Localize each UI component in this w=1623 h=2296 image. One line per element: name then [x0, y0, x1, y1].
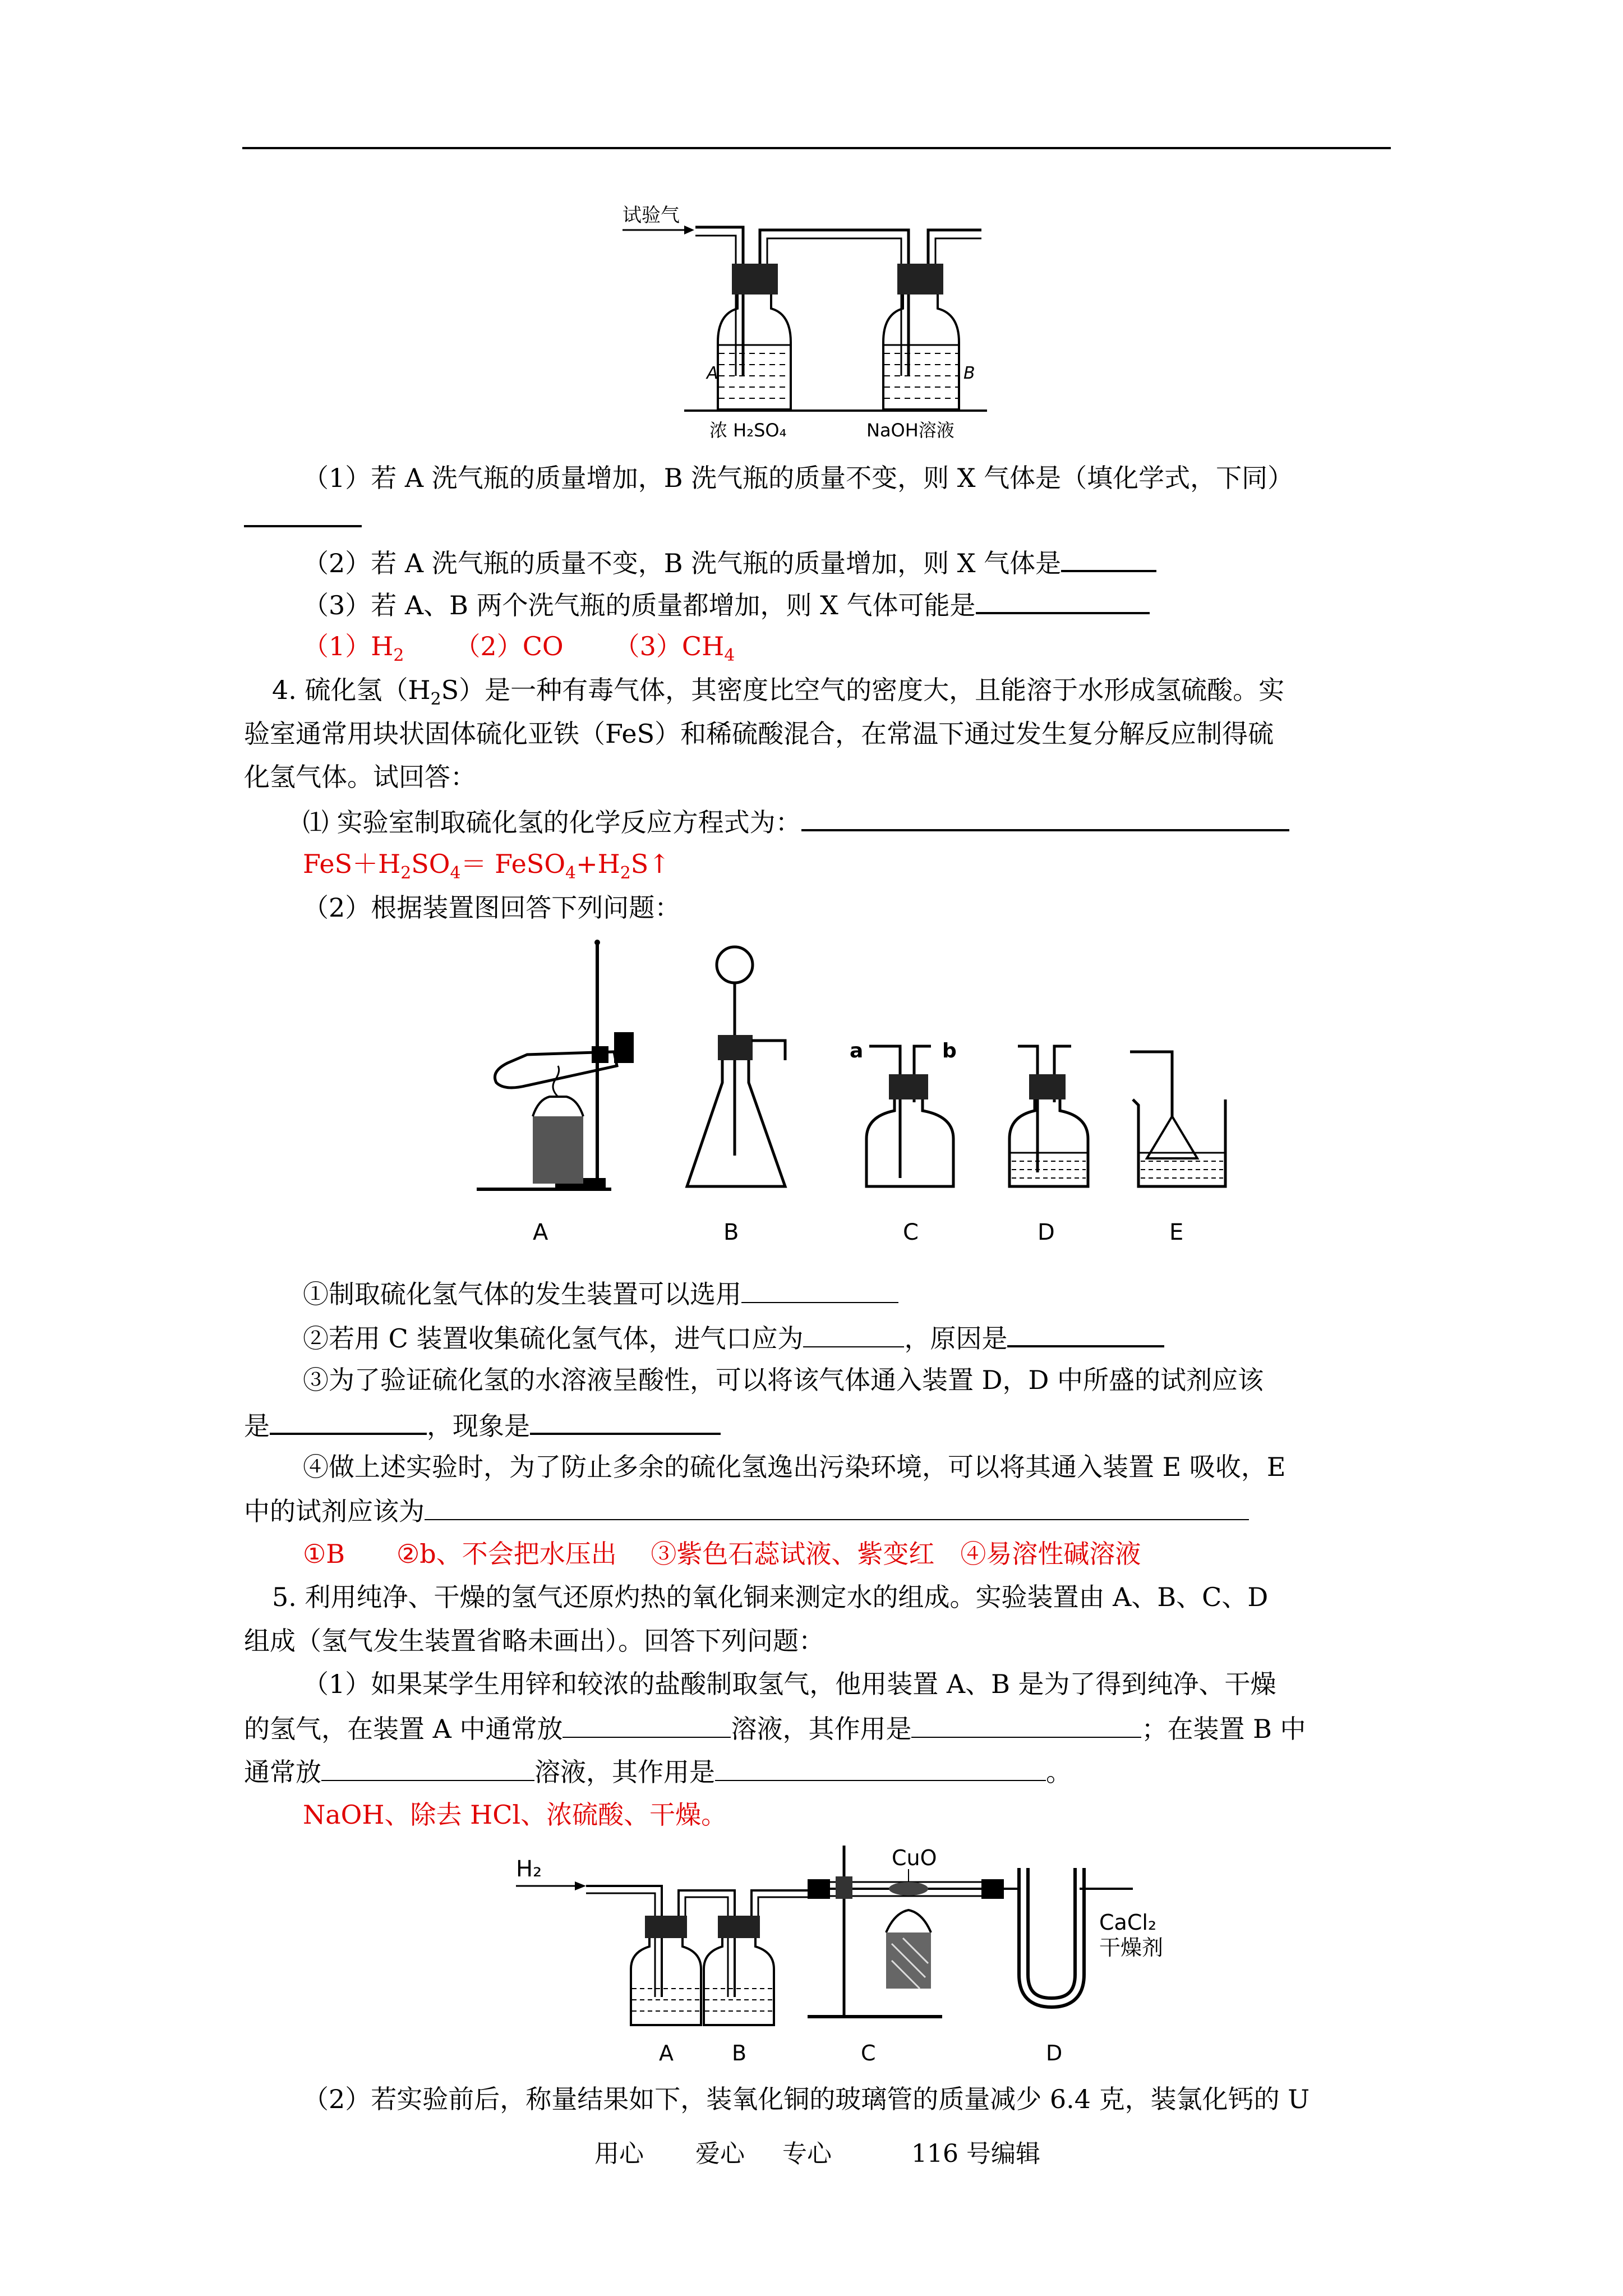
- fig1-label-a: A: [707, 364, 718, 383]
- q4-intro-1: [272, 673, 1284, 716]
- q4-part1: [303, 803, 1289, 839]
- q5-p1b-2: 溶液，其作用是: [731, 1714, 912, 1744]
- q4-sub3-line2: [244, 1407, 721, 1443]
- q3-part3: [303, 586, 1150, 622]
- fig1-label-b: B: [963, 364, 975, 383]
- fig2-port-a: a: [850, 1039, 864, 1062]
- q4-eq-d: +H: [576, 849, 620, 879]
- q5-answers: NaOH、除去 HCl、浓硫酸、干燥。: [303, 1800, 727, 1830]
- q4-intro-1a: 4. 硫化氢（H: [272, 675, 431, 705]
- q3-part2: [303, 544, 1156, 580]
- fig2-port-b: b: [942, 1039, 957, 1062]
- q4-sub3-text-c: ，现象是: [427, 1411, 530, 1441]
- fig2-label-a: A: [533, 1220, 548, 1245]
- q4-intro-sub: 2: [430, 689, 441, 710]
- q4-equation: [303, 847, 670, 890]
- footer-2: 爱心: [695, 2139, 745, 2168]
- q4-sub4-line2: [244, 1493, 1249, 1528]
- q5-part1-line3: [244, 1754, 1072, 1789]
- q4-intro-1b: S）是一种有毒气体，其密度比空气的密度大，且能溶于水形成氢硫酸。实: [441, 675, 1285, 705]
- gas-washing-bottles-figure: [617, 196, 998, 443]
- fig3-cuo-label: CuO: [892, 1846, 937, 1870]
- fig2-label-d: D: [1038, 1220, 1055, 1245]
- q4-eq-c: ＝ FeSO: [460, 849, 566, 879]
- q3-ans1-sub: 2: [393, 646, 404, 666]
- q4-sub2: [303, 1319, 1164, 1355]
- fig1-reagent-b: NaOH溶液: [866, 420, 955, 441]
- q4-intro-2: 验室通常用块状固体硫化亚铁（FeS）和稀硫酸混合，在常温下通过发生复分解反应制得硫: [244, 719, 1274, 749]
- q5-intro-2: 组成（氢气发生装置省略未画出）。回答下列问题：: [244, 1626, 824, 1656]
- q5-part2: （2）若实验前后，称量结果如下，装氧化铜的玻璃管的质量减少 6.4 克，装氯化钙的 U: [303, 2084, 1310, 2114]
- hydrogen-reduction-figure: [494, 1834, 1290, 2036]
- q4-eq-a: FeS＋H: [303, 849, 401, 879]
- q5-p1c-3: 。: [1046, 1757, 1072, 1787]
- q3-part3-text: （3）若 A、B 两个洗气瓶的质量都增加，则 X 气体可能是: [303, 590, 976, 620]
- q4-sub2-text-b: ，原因是: [904, 1323, 1008, 1354]
- footer-4: 116 号编辑: [911, 2139, 1040, 2168]
- q4-sub3-line1: ③为了验证硫化氢的水溶液呈酸性，可以将该气体通入装置 D，D 中所盛的试剂应该: [303, 1365, 1264, 1395]
- fig1-reagent-a: 浓 H₂SO₄: [709, 420, 787, 441]
- fig2-label-b: B: [723, 1220, 739, 1245]
- fig1-inlet-label: 试验气: [623, 204, 680, 227]
- q4-eq-e: S↑: [630, 849, 670, 879]
- q4-sub1: [303, 1276, 898, 1311]
- q3-part1: （1）若 A 洗气瓶的质量增加，B 洗气瓶的质量不变，则 X 气体是（填化学式，下同）: [303, 463, 1294, 493]
- q4-eq-s2: 4: [450, 863, 461, 884]
- q4-part1-text: ⑴ 实验室制取硫化氢的化学反应方程式为：: [303, 807, 801, 838]
- q4-sub1-text: ①制取硫化氢气体的发生装置可以选用: [303, 1279, 741, 1309]
- q4-part2: （2）根据装置图回答下列问题：: [303, 892, 681, 923]
- fig3-desiccant-label: 干燥剂: [1099, 1935, 1164, 1960]
- q3-ans3-sub: 4: [724, 646, 735, 666]
- fig3-label-a: A: [659, 2041, 674, 2065]
- q4-sub3-text-b: 是: [244, 1411, 270, 1441]
- q4-eq-s1: 2: [400, 863, 412, 884]
- fig3-h2-label: H₂: [516, 1856, 542, 1882]
- q4-sub2-text-a: ②若用 C 装置收集硫化氢气体，进气口应为: [303, 1323, 804, 1354]
- q3-ans1: （1）H: [303, 631, 394, 661]
- fig3-cacl2-label: CaCl₂: [1099, 1910, 1157, 1935]
- fig3-label-d: D: [1046, 2041, 1063, 2065]
- q4-eq-s4: 2: [620, 863, 631, 884]
- q4-intro-3: 化氢气体。试回答：: [244, 762, 476, 792]
- q4-sub4-text-b: 中的试剂应该为: [244, 1496, 425, 1526]
- fig2-label-c: C: [903, 1220, 919, 1245]
- q3-ans2: （2）CO: [454, 631, 564, 661]
- q4-eq-b: SO: [411, 849, 450, 879]
- q4-answers: ①B ②b、不会把水压出 ③紫色石蕊试液、紫变红 ④易溶性碱溶液: [303, 1539, 1141, 1569]
- q4-eq-s3: 4: [565, 863, 577, 884]
- apparatus-figure-a-e: [471, 931, 1267, 1251]
- q5-intro-1: 5. 利用纯净、干燥的氢气还原灼热的氧化铜来测定水的组成。实验装置由 A、B、C、D: [272, 1582, 1269, 1612]
- fig3-label-b: B: [732, 2041, 747, 2065]
- q5-part1-line2: [244, 1711, 1306, 1746]
- fig3-label-c: C: [861, 2041, 876, 2065]
- q5-p1c-1: 通常放: [244, 1757, 321, 1787]
- footer-1: 用心: [594, 2139, 644, 2168]
- header-rule: [242, 147, 1391, 149]
- q4-sub4-line1: ④做上述实验时，为了防止多余的硫化氢逸出污染环境，可以将其通入装置 E 吸收，E: [303, 1452, 1286, 1482]
- q5-p1b-3: ；在装置 B 中: [1141, 1714, 1306, 1744]
- q5-p1b-1: 的氢气，在装置 A 中通常放: [244, 1714, 563, 1744]
- q5-part1-line1: （1）如果某学生用锌和较浓的盐酸制取氢气，他用装置 A、B 是为了得到纯净、干燥: [303, 1669, 1276, 1699]
- footer-3: 专心: [782, 2139, 832, 2168]
- q3-part2-text: （2）若 A 洗气瓶的质量不变，B 洗气瓶的质量增加，则 X 气体是: [303, 548, 1062, 578]
- q3-part1-blank: [244, 499, 362, 535]
- q5-p1c-2: 溶液，其作用是: [534, 1757, 715, 1787]
- q3-ans3: （3）CH: [614, 631, 725, 661]
- fig2-label-e: E: [1169, 1220, 1184, 1245]
- q3-answers: [303, 629, 735, 673]
